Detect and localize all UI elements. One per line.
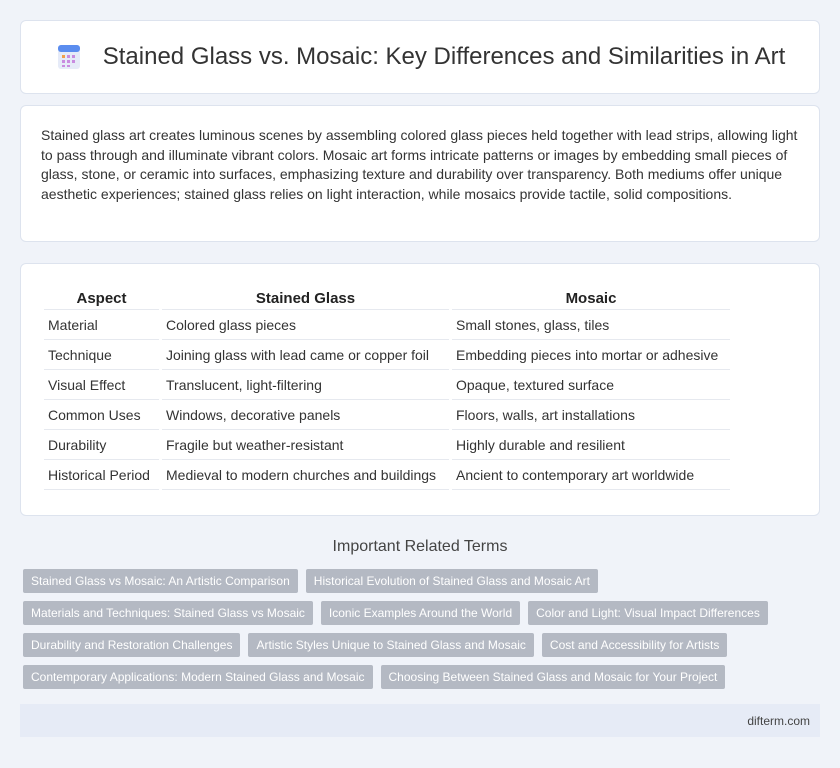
related-term-link[interactable]: Iconic Examples Around the World: [321, 601, 520, 625]
cell-aspect: Common Uses: [44, 400, 159, 430]
cell-mosaic: Small stones, glass, tiles: [452, 310, 730, 340]
cell-aspect: Visual Effect: [44, 370, 159, 400]
cell-mosaic: Opaque, textured surface: [452, 370, 730, 400]
cell-stained-glass: Fragile but weather-resistant: [162, 430, 449, 460]
table-row: [44, 400, 730, 430]
comparison-table: [41, 287, 733, 490]
table-row: [44, 430, 730, 460]
cell-stained-glass: Joining glass with lead came or copper foil: [162, 340, 449, 370]
related-term-link[interactable]: Materials and Techniques: Stained Glass vs Mosaic: [23, 601, 313, 625]
related-terms-list: [23, 569, 823, 697]
cell-aspect: Technique: [44, 340, 159, 370]
table-row: [44, 310, 730, 340]
related-term-link[interactable]: Choosing Between Stained Glass and Mosaic for Your Project: [381, 665, 726, 689]
related-term-link[interactable]: Artistic Styles Unique to Stained Glass and Mosaic: [248, 633, 533, 657]
related-term-link[interactable]: Historical Evolution of Stained Glass and Mosaic Art: [306, 569, 598, 593]
tag-row: [23, 601, 823, 625]
cell-stained-glass: Colored glass pieces: [162, 310, 449, 340]
table-header-row: [44, 287, 730, 310]
header-stained-glass: Stained Glass: [162, 287, 449, 310]
related-term-link[interactable]: Stained Glass vs Mosaic: An Artistic Comparison: [23, 569, 298, 593]
cell-aspect: Material: [44, 310, 159, 340]
cell-mosaic: Embedding pieces into mortar or adhesive: [452, 340, 730, 370]
table-row: [44, 370, 730, 400]
footer-site-name: difterm.com: [747, 713, 810, 728]
document-icon: [55, 43, 83, 71]
cell-aspect: Durability: [44, 430, 159, 460]
footer: [20, 704, 820, 737]
page-title: Stained Glass vs. Mosaic: Key Differences and Similarities in Art: [102, 43, 786, 70]
cell-stained-glass: Translucent, light-filtering: [162, 370, 449, 400]
cell-stained-glass: Windows, decorative panels: [162, 400, 449, 430]
intro-paragraph: Stained glass art creates luminous scenes by assembling colored glass pieces held together with lead strips, allowing light to pass through and illuminate vibrant colors. Mosaic art forms intricate patterns or images by embedding small pieces of glass, stone, or ceramic into surfaces, emphasizing texture and durability over transparency. Both mediums offer unique aesthetic experiences; stained glass relies on light interaction, while mosaics provide tactile, solid compositions.: [41, 127, 798, 202]
header-aspect: Aspect: [44, 287, 159, 310]
table-row: [44, 340, 730, 370]
tag-row: [23, 633, 823, 657]
cell-aspect: Historical Period: [44, 460, 159, 490]
related-terms-heading: Important Related Terms: [332, 538, 508, 555]
intro-card: [20, 105, 820, 242]
cell-mosaic: Floors, walls, art installations: [452, 400, 730, 430]
related-term-link[interactable]: Durability and Restoration Challenges: [23, 633, 240, 657]
related-term-link[interactable]: Contemporary Applications: Modern Stained Glass and Mosaic: [23, 665, 373, 689]
comparison-card: [20, 263, 820, 516]
tag-row: [23, 569, 823, 593]
cell-mosaic: Ancient to contemporary art worldwide: [452, 460, 730, 490]
title-card: [20, 20, 820, 94]
related-term-link[interactable]: Cost and Accessibility for Artists: [542, 633, 727, 657]
cell-stained-glass: Medieval to modern churches and buildings: [162, 460, 449, 490]
tag-row: [23, 665, 823, 689]
header-mosaic: Mosaic: [452, 287, 730, 310]
related-term-link[interactable]: Color and Light: Visual Impact Differences: [528, 601, 768, 625]
table-row: [44, 460, 730, 490]
cell-mosaic: Highly durable and resilient: [452, 430, 730, 460]
